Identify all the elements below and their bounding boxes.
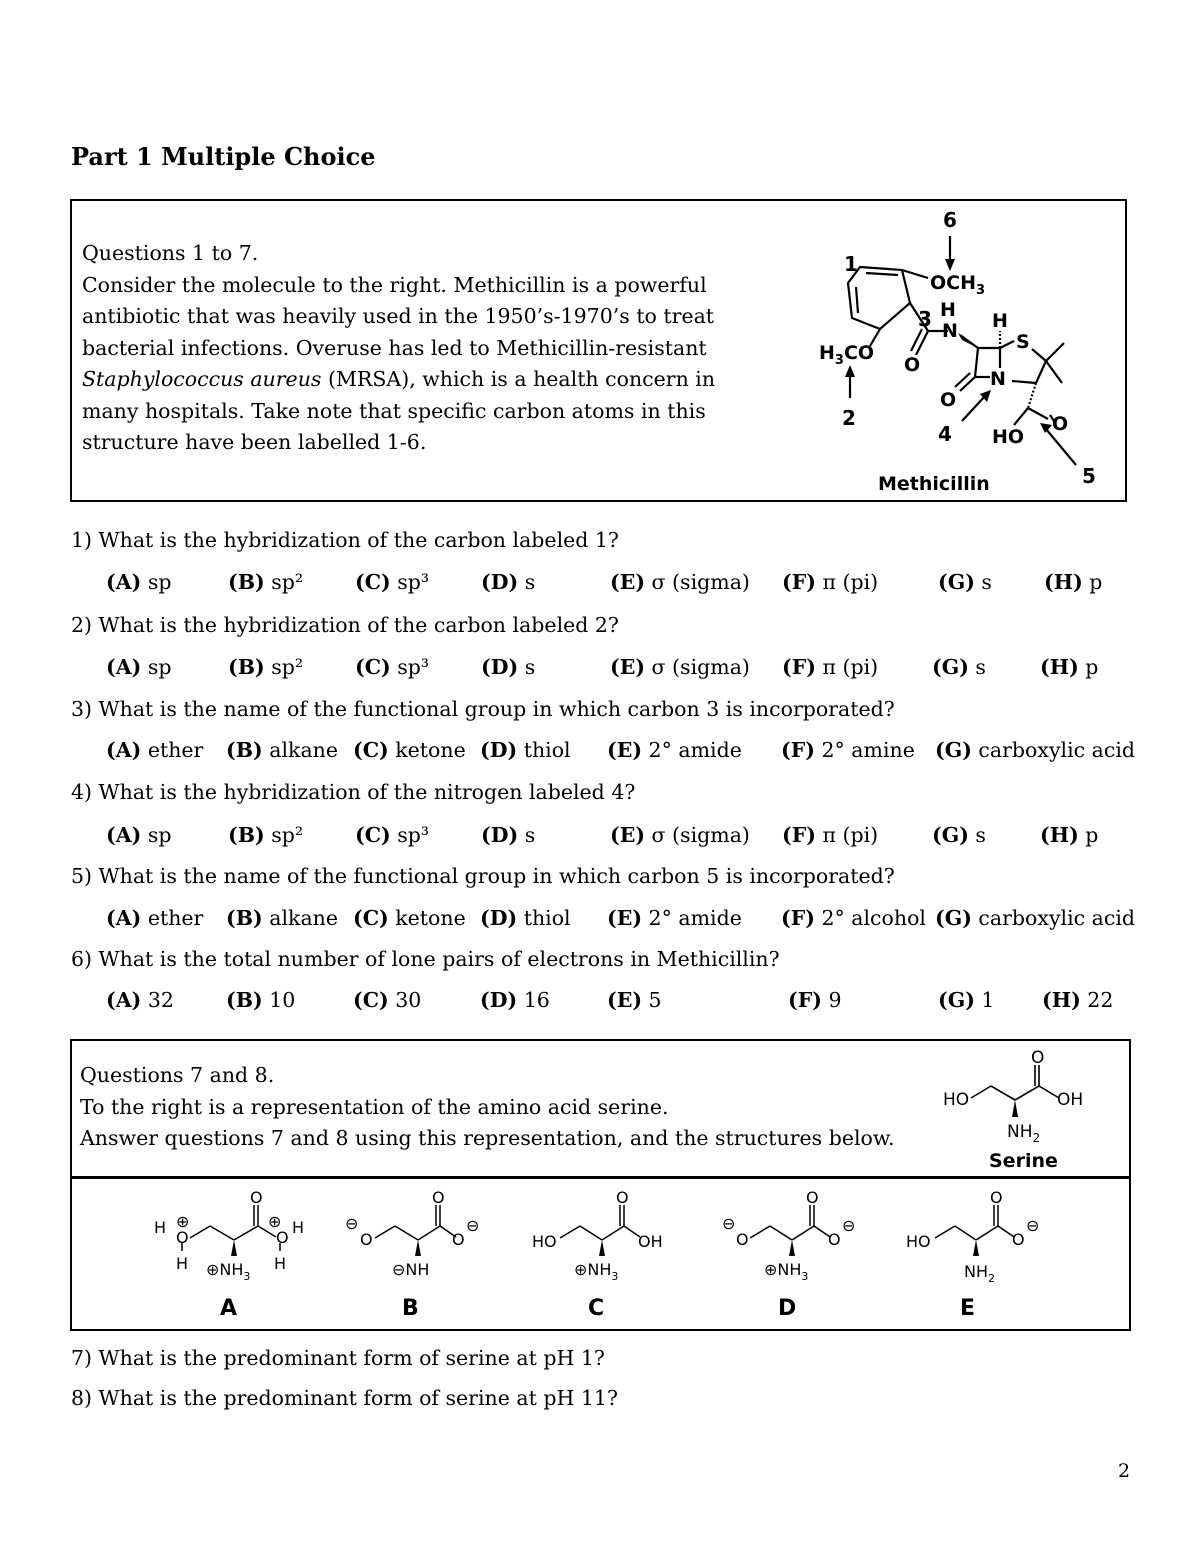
svg-text:O: O — [1012, 1230, 1025, 1249]
svg-text:O: O — [828, 1230, 841, 1249]
option[interactable]: (H) p — [1044, 570, 1103, 594]
question-8: 8) What is the predominant form of serine at pH 11? — [71, 1386, 618, 1410]
svg-text:OH: OH — [1057, 1090, 1084, 1110]
structure-label-d: D — [778, 1296, 797, 1321]
option[interactable]: (B) sp² — [228, 570, 304, 594]
option[interactable]: (F) 2° alcohol — [781, 906, 926, 930]
option[interactable]: (C) sp³ — [355, 823, 430, 847]
svg-text:H: H — [176, 1254, 189, 1273]
svg-text:O: O — [176, 1228, 189, 1247]
label-3: 3 — [918, 307, 932, 331]
option[interactable]: (G) s — [932, 655, 986, 679]
h3co-atom: H — [819, 342, 835, 364]
svg-text:O: O — [452, 1230, 465, 1249]
amide-h-atom: H — [940, 299, 956, 321]
option[interactable]: (B) 10 — [226, 988, 296, 1012]
acid-o-atom: O — [1052, 413, 1069, 435]
svg-text:OCH3: $OCH_3$ — [930, 272, 986, 298]
box1-line: bacterial infections. Overuse has led to Methicillin-resistant — [82, 335, 707, 360]
svg-text:⊖: ⊖ — [466, 1216, 480, 1235]
structure-label-e: E — [960, 1296, 976, 1321]
svg-text:⊖: ⊖ — [722, 1214, 736, 1233]
svg-text:⊕NH3: $\oplus NH_3$ — [206, 1260, 251, 1283]
box1-line: antibiotic that was heavily used in the 1950’s-1970’s to treat — [82, 304, 715, 328]
option[interactable]: (D) 16 — [480, 988, 550, 1012]
svg-text:O: O — [736, 1230, 749, 1249]
option[interactable]: (E) 2° amide — [607, 906, 742, 930]
svg-text:O: O — [250, 1188, 263, 1207]
label-5: 5 — [1082, 464, 1096, 488]
option[interactable]: (D) thiol — [480, 906, 571, 930]
option[interactable]: (F) 2° amine — [781, 738, 915, 762]
svg-text:⊖: ⊖ — [345, 1214, 359, 1233]
option[interactable]: (B) alkane — [226, 738, 339, 762]
label-1: 1 — [844, 252, 858, 276]
svg-text:OH: OH — [638, 1232, 663, 1251]
structure-label-a: A — [220, 1296, 238, 1321]
option[interactable]: (G) 1 — [938, 988, 995, 1012]
option[interactable]: (F) 9 — [788, 988, 842, 1012]
option[interactable]: (H) p — [1040, 823, 1099, 847]
option[interactable]: (B) sp² — [228, 655, 304, 679]
ring-n-atom: N — [990, 368, 1006, 390]
option[interactable]: (E) σ (sigma) — [610, 570, 750, 594]
option[interactable]: (A) ether — [106, 738, 204, 762]
svg-text:⊖: ⊖ — [1026, 1216, 1040, 1235]
option[interactable]: (H) 22 — [1042, 988, 1114, 1012]
ring-h-atom: H — [992, 310, 1008, 332]
ho-atom: HO — [992, 426, 1025, 448]
option[interactable]: (F) π (pi) — [782, 823, 879, 847]
svg-text:HO: HO — [943, 1090, 970, 1110]
svg-text:⊖: ⊖ — [842, 1216, 856, 1235]
svg-text:O: O — [432, 1188, 445, 1207]
option[interactable]: (C) sp³ — [355, 570, 430, 594]
option[interactable]: (B) alkane — [226, 906, 339, 930]
svg-text:O: O — [1031, 1048, 1045, 1068]
box1-text — [82, 238, 715, 459]
structure-label-c: C — [588, 1296, 605, 1321]
svg-text:O: O — [276, 1228, 289, 1247]
svg-text:O: O — [990, 1188, 1003, 1207]
och3-atom: OCH — [930, 272, 976, 294]
structure-label-b: B — [402, 1296, 419, 1321]
svg-text:H: H — [292, 1218, 305, 1237]
box1-line: Staphylococcus aureus (MRSA), which is a health concern in — [82, 367, 716, 391]
option[interactable]: (C) 30 — [353, 988, 422, 1012]
option[interactable]: (G) carboxylic acid — [935, 906, 1136, 930]
svg-text:NH2: $NH_2$ — [964, 1262, 995, 1285]
molecule-name: Methicillin — [878, 473, 990, 495]
s-atom: S — [1016, 331, 1030, 353]
box1-line: Consider the molecule to the right. Methicillin is a powerful — [82, 272, 707, 297]
box2-heading: Questions 7 and 8. — [80, 1063, 275, 1087]
question-5: 5) What is the name of the functional group in which carbon 5 is incorporated? — [71, 864, 895, 888]
option[interactable]: (D) s — [481, 570, 536, 594]
svg-text:⊕NH3: $\oplus NH_3$ — [764, 1260, 809, 1283]
svg-text:⊕: ⊕ — [268, 1212, 282, 1231]
question-4: 4) What is the hybridization of the nitrogen labeled 4? — [71, 780, 636, 804]
svg-text:H3CO: $H_3CO$ — [819, 342, 875, 368]
svg-text:O: O — [360, 1230, 373, 1249]
option[interactable]: (C) ketone — [353, 738, 466, 762]
box2-line: To the right is a representation of the amino acid serine. — [80, 1094, 669, 1119]
option[interactable]: (E) σ (sigma) — [610, 655, 750, 679]
option[interactable]: (A) sp — [106, 570, 172, 594]
label-2: 2 — [842, 406, 856, 430]
box1-line: structure have been labelled 1-6. — [82, 430, 427, 454]
box2-text — [80, 1060, 894, 1155]
svg-text:HO: HO — [906, 1232, 931, 1251]
svg-text:H: H — [154, 1218, 167, 1237]
svg-text:H: H — [274, 1254, 287, 1273]
option[interactable]: (G) carboxylic acid — [935, 738, 1136, 762]
svg-text:⊕NH3: $\oplus NH_3$ — [574, 1260, 619, 1283]
option[interactable]: (C) sp³ — [355, 655, 430, 679]
option[interactable]: (E) 5 — [607, 988, 662, 1012]
question-2: 2) What is the hybridization of the carbon labeled 2? — [71, 613, 619, 637]
organism-name: Staphylococcus aureus — [82, 367, 322, 391]
serine-label: Serine — [989, 1150, 1058, 1172]
option[interactable]: (A) ether — [106, 906, 204, 930]
svg-text:O: O — [806, 1188, 819, 1207]
option[interactable]: (F) π (pi) — [782, 570, 879, 594]
serine-forms — [140, 1185, 1060, 1325]
question-7: 7) What is the predominant form of serine at pH 1? — [71, 1346, 605, 1370]
part-title: Part 1 Multiple Choice — [71, 142, 376, 171]
serine-structure — [935, 1045, 1105, 1175]
svg-text:HO: HO — [532, 1232, 557, 1251]
option[interactable]: (B) sp² — [228, 823, 304, 847]
option[interactable]: (D) s — [481, 655, 536, 679]
option[interactable]: (D) thiol — [480, 738, 571, 762]
label-4: 4 — [938, 422, 952, 446]
option[interactable]: (A) sp — [106, 823, 172, 847]
question-1: 1) What is the hybridization of the carbon labeled 1? — [71, 528, 619, 552]
svg-text:⊕: ⊕ — [176, 1212, 190, 1231]
option[interactable]: (F) π (pi) — [782, 655, 879, 679]
amide-o-atom: O — [904, 354, 921, 376]
svg-text:NH2: $NH_2$ — [1007, 1122, 1041, 1145]
option[interactable]: (E) 2° amide — [607, 738, 742, 762]
option[interactable]: (G) s — [938, 570, 992, 594]
page-number: 2 — [1118, 1460, 1131, 1482]
methicillin-structure — [800, 203, 1120, 498]
amide-n-atom: N — [942, 320, 958, 342]
option[interactable]: (C) ketone — [353, 906, 466, 930]
question-3: 3) What is the name of the functional group in which carbon 3 is incorporated? — [71, 697, 895, 721]
option[interactable]: (E) σ (sigma) — [610, 823, 750, 847]
option[interactable]: (A) 32 — [106, 988, 174, 1012]
box1-heading: Questions 1 to 7. — [82, 241, 259, 265]
option[interactable]: (A) sp — [106, 655, 172, 679]
option[interactable]: (H) p — [1040, 655, 1099, 679]
option[interactable]: (G) s — [932, 823, 986, 847]
box1-line: many hospitals. Take note that specific carbon atoms in this — [82, 398, 706, 423]
label-6: 6 — [943, 208, 957, 232]
svg-text:O: O — [616, 1188, 629, 1207]
svg-text:⊖NH: ⊖NH — [392, 1260, 430, 1279]
question-6: 6) What is the total number of lone pairs of electrons in Methicillin? — [71, 947, 780, 971]
option[interactable]: (D) s — [481, 823, 536, 847]
box2-line: Answer questions 7 and 8 using this representation, and the structures below. — [80, 1126, 895, 1150]
box2-divider — [70, 1176, 1131, 1179]
lactam-o-atom: O — [940, 389, 957, 411]
